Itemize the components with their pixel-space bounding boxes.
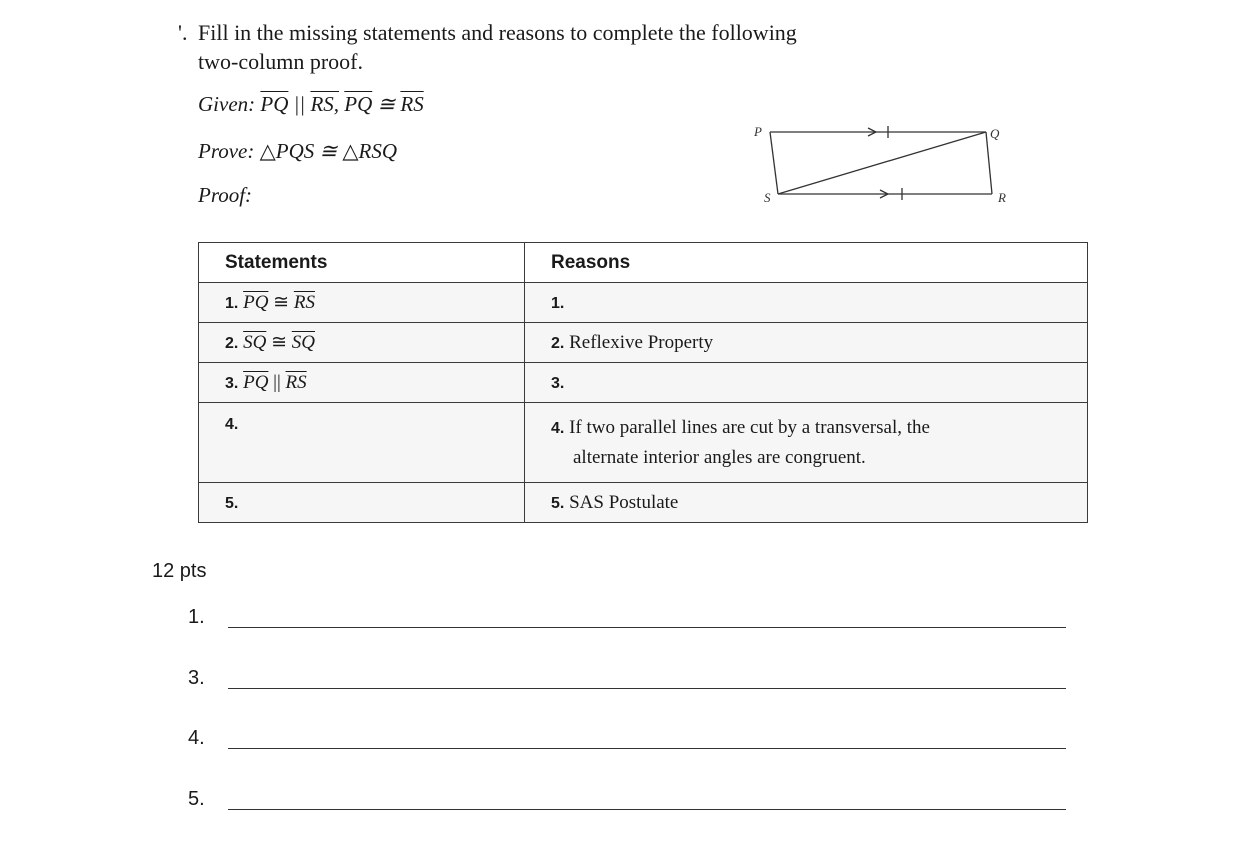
parallelogram-diagram [740,118,1020,218]
reason-cell-1 [525,283,1088,323]
statement-seg-b: $\overline{RS}$ [285,371,307,393]
statement-num: 2. [225,335,239,352]
question-text-line1: Fill in the missing statements and reasons to complete the following [198,20,797,45]
answer-blank-1[interactable] [228,627,1066,628]
table-row [199,403,1088,483]
given-label: Given: [198,92,256,116]
table-row [199,363,1088,403]
answer-blank-4[interactable] [228,748,1066,749]
reason-num: 4. [551,420,565,437]
statement-seg-b: $\overline{SQ}$ [291,332,315,353]
answer-row-5 [188,788,1068,818]
statement-op: ≅ [273,292,290,313]
reason-num: 1. [551,294,565,312]
given-statement [198,92,424,117]
reason-cell-2 [525,323,1088,363]
reason-text-line1: If two parallel lines are cut by a transversal, the [569,417,930,438]
answer-blank-5[interactable] [228,809,1066,810]
header-reasons: Reasons [525,243,1088,283]
prove-label: Prove: [198,139,255,163]
table-header-row [199,243,1088,283]
statement-num: 1. [225,295,239,312]
reason-text: SAS Postulate [569,491,679,513]
given-congruent-symbol: ≅ [377,92,396,116]
reason-text-line2: alternate interior angles are congruent. [573,447,866,468]
question-marker: '. [178,20,188,45]
statement-cell-5 [199,483,525,523]
segment-ps [770,132,778,194]
answer-label: 4. [188,727,205,749]
answer-row-3 [188,667,1068,697]
statement-seg-b: $\overline{RS}$ [293,292,315,313]
answer-row-1 [188,606,1068,636]
answer-label: 3. [188,667,205,689]
answer-blank-3[interactable] [228,688,1066,689]
vertex-label-s: S [764,190,771,205]
question-text-line2: two-column proof. [198,49,363,74]
statement-seg-a: $\overline{PQ}$ [243,292,269,313]
vertex-label-p: P [754,124,762,139]
reason-text: Reflexive Property [569,331,714,353]
reason-cell-4 [525,403,1088,483]
table-row [199,283,1088,323]
statement-op: || [273,371,281,393]
vertex-label-q: Q [990,126,1000,141]
given-segment-pq-2: $\overline{PQ}$ [344,92,373,116]
prove-text: △PQS ≅ △RSQ [259,139,397,163]
reason-num: 2. [551,334,565,352]
question-prompt [178,18,797,76]
table-row [199,323,1088,363]
points-label: 12 pts [152,560,207,582]
reason-num: 3. [551,374,565,392]
statement-cell-1 [199,283,525,323]
answer-row-4 [188,727,1068,757]
given-segment-rs-1: RS, [310,92,340,116]
vertex-label-r: R [998,190,1006,205]
statement-cell-3 [199,363,525,403]
reason-num: 5. [551,494,565,512]
statement-cell-2 [199,323,525,363]
given-segment-rs-2: $\overline{RS}$ [400,92,424,116]
given-parallel-symbol: || [293,92,306,116]
statement-num: 5. [225,494,239,512]
statement-cell-4 [199,403,525,483]
given-segment-pq-1: $\overline{PQ}$ [260,92,289,116]
prove-statement [198,139,397,164]
header-statements: Statements [199,243,525,283]
statement-seg-a: $\overline{PQ}$ [243,371,269,393]
answer-label: 1. [188,606,205,628]
statement-num: 4. [225,416,239,433]
proof-table [198,242,1088,523]
reason-cell-3 [525,363,1088,403]
table-row [199,483,1088,523]
statement-op: ≅ [271,332,287,353]
proof-label: Proof: [198,183,253,207]
reason-cell-5 [525,483,1088,523]
answer-label: 5. [188,788,205,810]
segment-sq-diagonal [778,132,986,194]
segment-qr [986,132,992,194]
statement-num: 3. [225,374,239,392]
statement-seg-a: $\overline{SQ}$ [243,332,267,353]
